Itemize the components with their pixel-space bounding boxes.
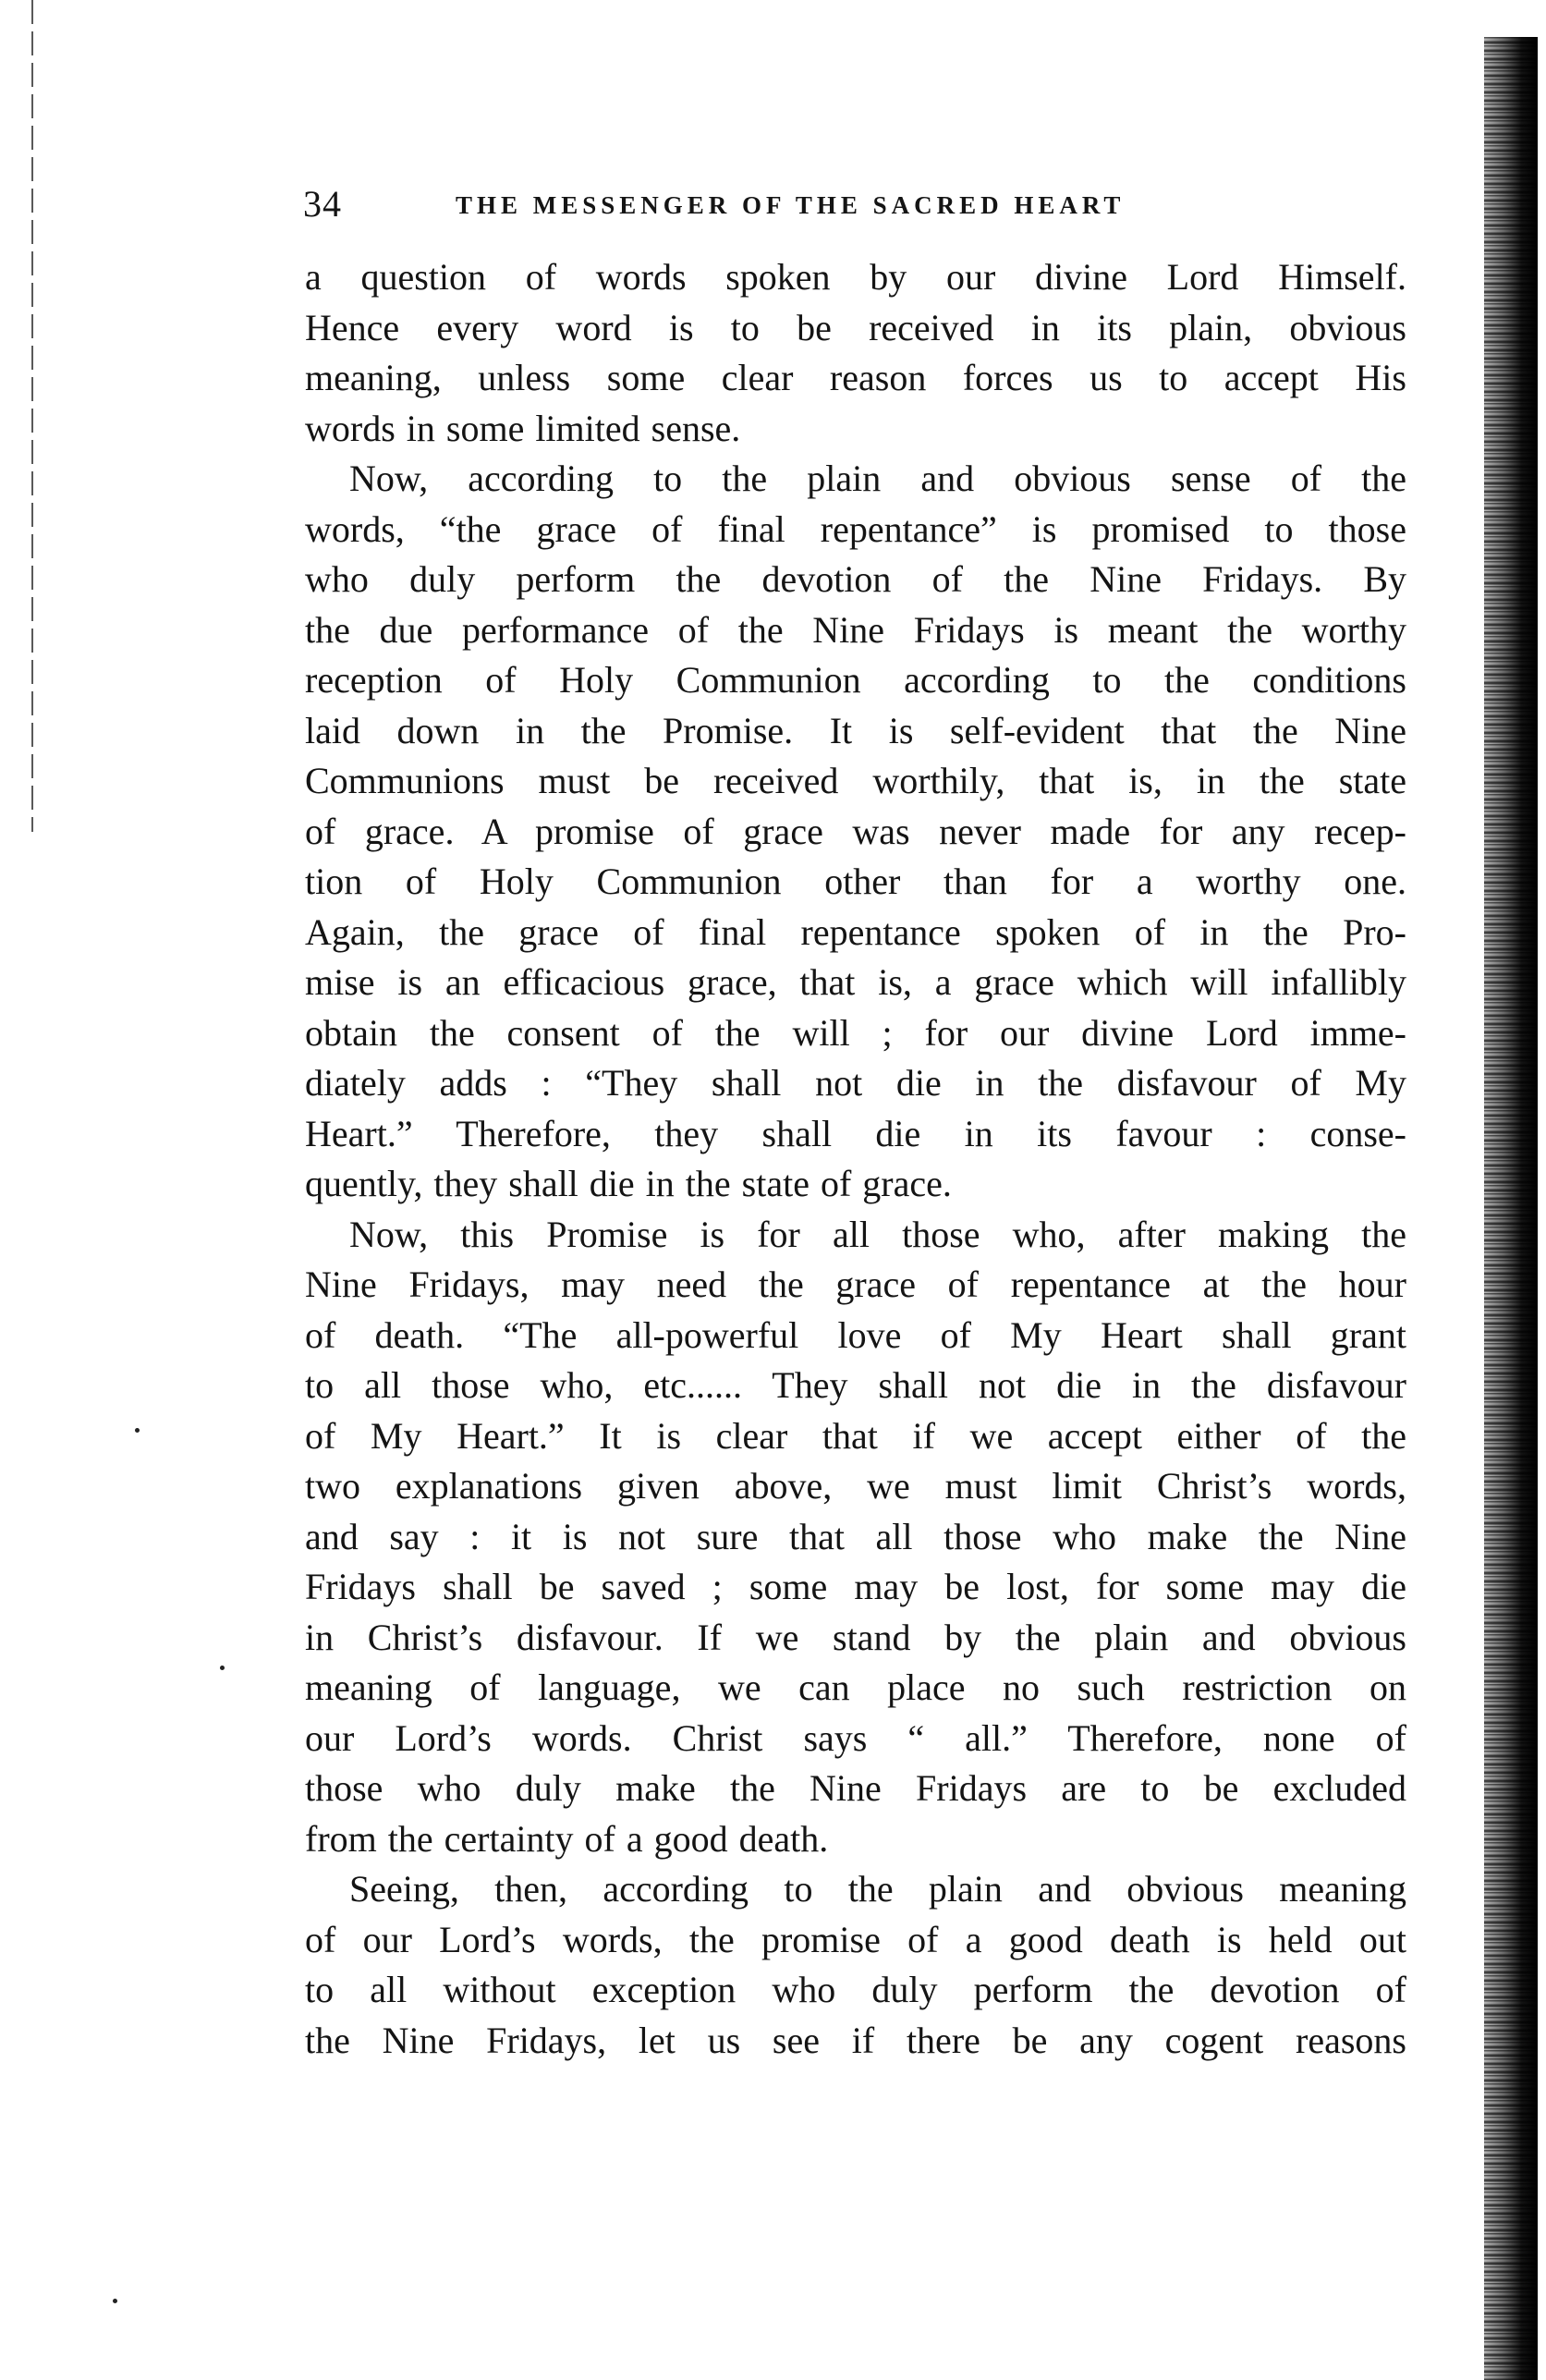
text-line: laid down in the Promise. It is self-evident that the Nine [305, 709, 1406, 751]
text-line: of My Heart.” It is clear that if we accept either of the [305, 1414, 1406, 1457]
text-line: in Christ’s disfavour. If we stand by the plain and obvious [305, 1616, 1406, 1658]
text-line: to all those who, etc...... They shall not die in the disfavour [305, 1364, 1406, 1406]
text-line: Nine Fridays, may need the grace of repentance at the hour [305, 1263, 1406, 1305]
text-line: Heart.” Therefore, they shall die in its favour : conse- [305, 1112, 1406, 1154]
text-line: a question of words spoken by our divine Lord Himself. [305, 256, 1406, 298]
text-line: words in some limited sense. [305, 407, 741, 449]
text-line: obtain the consent of the will ; for our divine Lord imme- [305, 1011, 1406, 1054]
text-line: and say : it is not sure that all those who make the Nine [305, 1515, 1406, 1557]
text-line: of our Lord’s words, the promise of a good death is held out [305, 1918, 1406, 1960]
scan-speck [220, 1666, 225, 1670]
text-line: two explanations given above, we must limit Christ’s words, [305, 1465, 1406, 1507]
scan-speck [113, 2299, 117, 2303]
scan-speck [135, 1428, 140, 1433]
text-line: to all without exception who duly perform the devotion of [305, 1969, 1406, 2010]
text-line: quently, they shall die in the state of grace. [305, 1163, 952, 1204]
text-line: of death. “The all-powerful love of My Heart shall grant [305, 1313, 1406, 1356]
text-line: the Nine Fridays, let us see if there be any cogent reasons [305, 2019, 1406, 2061]
scan-margin-line [31, 0, 33, 832]
text-line: Now, this Promise is for all those who, after making the [349, 1213, 1406, 1255]
text-line: tion of Holy Communion other than for a worthy one. [305, 860, 1406, 902]
text-line: Communions must be received worthily, that is, in the state [305, 760, 1406, 801]
page-number: 34 [303, 183, 342, 225]
text-line: Seeing, then, according to the plain and obvious meaning [349, 1868, 1406, 1910]
text-line: meaning, unless some clear reason forces us to accept His [305, 357, 1406, 398]
text-line: diately adds : “They shall not die in the disfavour of My [305, 1062, 1406, 1104]
text-line: the due performance of the Nine Fridays is meant the worthy [305, 608, 1406, 651]
text-line: who duly perform the devotion of the Nine Fridays. By [305, 558, 1406, 600]
body-text [305, 252, 1406, 2066]
running-head [303, 181, 1467, 227]
running-title: THE MESSENGER OF THE SACRED HEART [456, 191, 1126, 219]
text-line: from the certainty of a good death. [305, 1817, 829, 1860]
text-line: Fridays shall be saved ; some may be lost, for some may die [305, 1566, 1406, 1607]
text-line: words, “the grace of final repentance” is promised to those [305, 507, 1406, 550]
page-binding-shadow [1484, 37, 1538, 2380]
text-line: Now, according to the plain and obvious sense of the [349, 458, 1406, 499]
text-line: of grace. A promise of grace was never made for any recep- [305, 810, 1406, 852]
text-line: meaning of language, we can place no such restriction on [305, 1666, 1406, 1708]
text-line: mise is an efficacious grace, that is, a grace which will infallibly [305, 961, 1406, 1003]
text-line: reception of Holy Communion according to the conditions [305, 659, 1406, 701]
text-line: Hence every word is to be received in its plain, obvious [305, 306, 1406, 348]
text-line: our Lord’s words. Christ says “ all.” Therefore, none of [305, 1716, 1406, 1759]
text-line: those who duly make the Nine Fridays are to be excluded [305, 1767, 1406, 1809]
text-line: Again, the grace of final repentance spoken of in the Pro- [305, 910, 1406, 953]
